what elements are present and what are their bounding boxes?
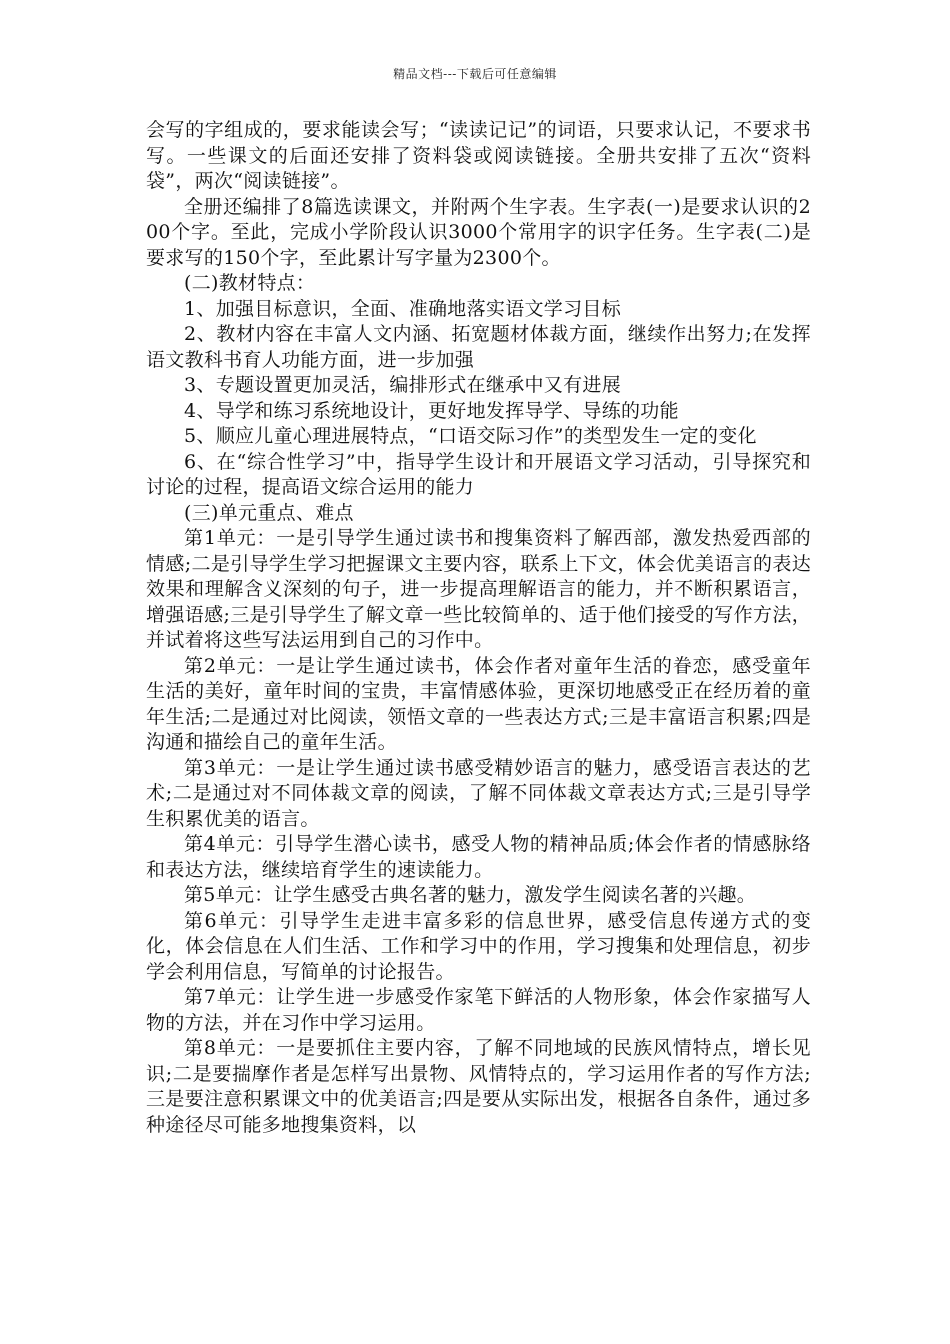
list-item: 1、加强目标意识，全面、准确地落实语文学习目标 <box>184 297 621 320</box>
list-item: 2、教材内容在丰富人文内涵、拓宽题材体裁方面，继续作出努力;在发挥语文教科书育人功能方面，进一步加强 <box>146 323 811 371</box>
document-body <box>146 118 811 1138</box>
paragraph: 第1单元：一是引导学生通过读书和搜集资料了解西部，激发热爱西部的情感;二是引导学生学习把握课文主要内容，联系上下文，体会优美语言的表达效果和理解含义深刻的句子，进一步提高理解语言的能力，并不断积累语言，增强语感;三是引导学生了解文章一些比较简单的、适于他们接受的写作方法，并试着将这些写法运用到自己的习作中。 <box>146 527 811 651</box>
paragraph: 全册还编排了8篇选读课文，并附两个生字表。生字表(一)是要求认识的200个字。至此，完成小学阶段认识3000个常用字的识字任务。生字表(二)是要求写的150个字，至此累计写字量为2300个。 <box>146 195 811 269</box>
section-heading: (三)单元重点、难点 <box>184 501 354 524</box>
list-item: 4、导学和练习系统地设计，更好地发挥导学、导练的功能 <box>184 399 679 422</box>
paragraph: 第7单元：让学生进一步感受作家笔下鲜活的人物形象，体会作家描写人物的方法，并在习作中学习运用。 <box>146 986 811 1034</box>
paragraph: 第4单元：引导学生潜心读书，感受人物的精神品质;体会作者的情感脉络和表达方法，继续培育学生的速读能力。 <box>146 833 811 881</box>
paragraph: 第2单元：一是让学生通过读书，体会作者对童年生活的眷恋，感受童年生活的美好，童年时间的宝贵，丰富情感体验，更深切地感受正在经历着的童年生活;二是通过对比阅读，领悟文章的一些表达方式;三是丰富语言积累;四是沟通和描绘自己的童年生活。 <box>146 654 811 753</box>
section-heading: (二)教材特点： <box>184 272 316 294</box>
paragraph: 会写的字组成的，要求能读会写；“读读记记”的词语，只要求认记，不要求书写。一些课文的后面还安排了资料袋或阅读链接。全册共安排了五次“资料袋”，两次“阅读链接”。 <box>146 119 811 192</box>
paragraph: 第3单元：一是让学生通过读书感受精妙语言的魅力，感受语言表达的艺术;二是通过对不同体裁文章的阅读，了解不同体裁文章表达方式;三是引导学生积累优美的语言。 <box>146 756 811 830</box>
list-item: 6、在“综合性学习”中，指导学生设计和开展语文学习活动，引导探究和讨论的过程，提高语文综合运用的能力 <box>146 450 811 498</box>
page-header: 精品文档---下载后可任意编辑 <box>393 67 557 81</box>
paragraph: 第8单元：一是要抓住主要内容，了解不同地域的民族风情特点，增长见识;二是要揣摩作者是怎样写出景物、风情特点的，学习运用作者的写作方法;三是要注意积累课文中的优美语言;四是要从实际出发，根据各自条件，通过多种途径尽可能多地搜集资料，以 <box>146 1037 811 1136</box>
paragraph: 第6单元：引导学生走进丰富多彩的信息世界，感受信息传递方式的变化，体会信息在人们生活、工作和学习中的作用，学习搜集和处理信息，初步学会利用信息，写简单的讨论报告。 <box>146 909 811 983</box>
list-item: 5、顺应儿童心理进展特点，“口语交际习作”的类型发生一定的变化 <box>184 425 757 447</box>
paragraph: 第5单元：让学生感受古典名著的魅力，激发学生阅读名著的兴趣。 <box>184 884 757 906</box>
list-item: 3、专题设置更加灵活，编排形式在继承中又有进展 <box>184 374 621 396</box>
